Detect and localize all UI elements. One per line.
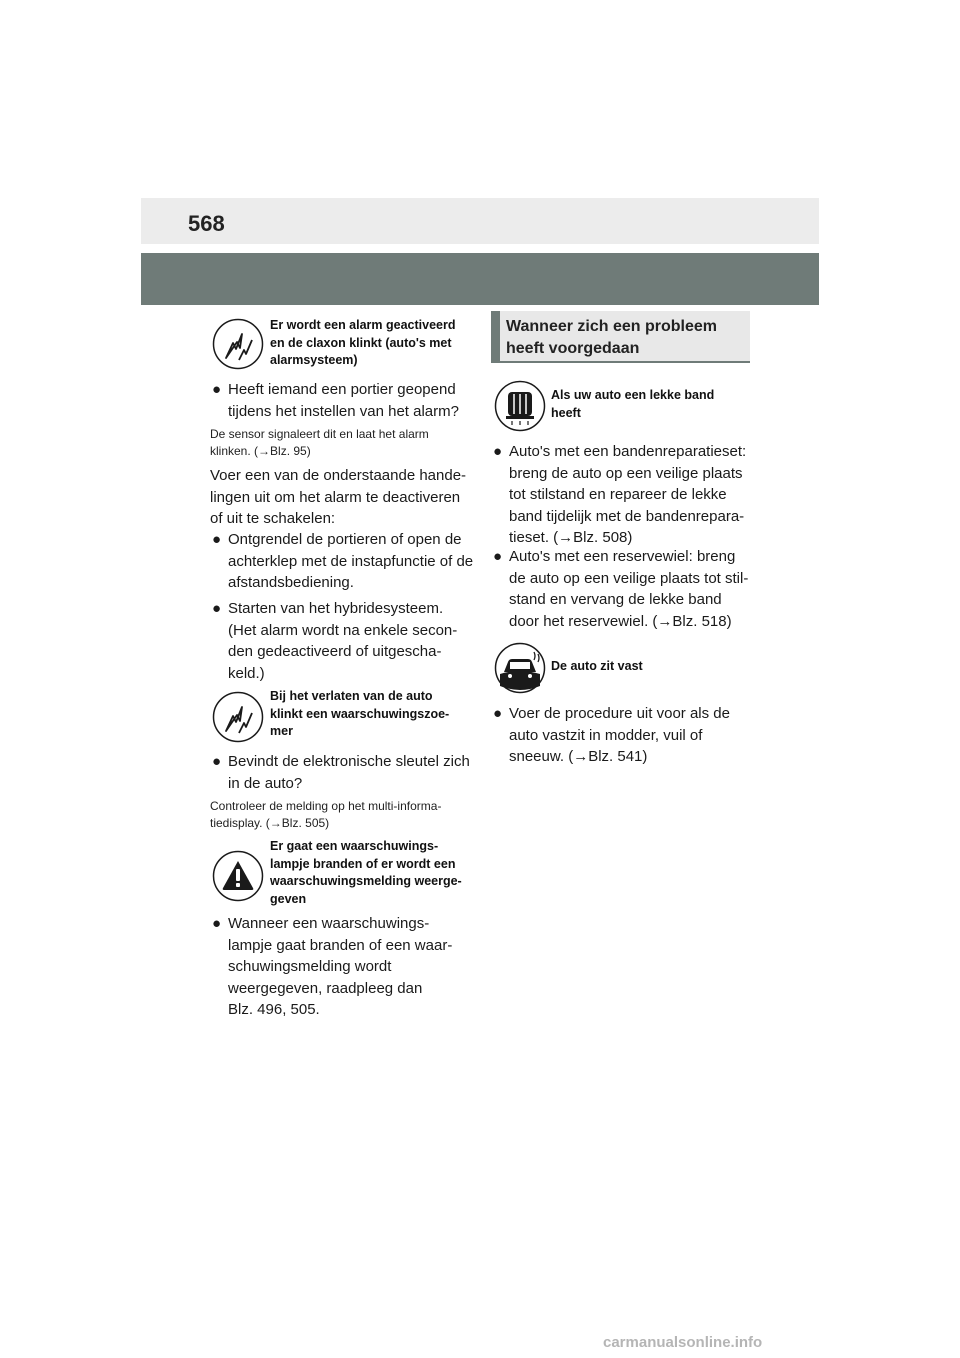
list-item: ● Heeft iemand een portier geopend tijdens het instellen van het alarm?	[212, 381, 459, 420]
list-item: ● Starten van het hybridesysteem. (Het alarm wordt na enkele secon- den gedeactiveerd of uitgescha- keld.)	[212, 600, 458, 682]
section-heading: Wanneer zich een probleem heeft voorgedaan	[491, 311, 750, 363]
key-warning-heading: Bij het verlaten van de auto klinkt een waarschuwingszoe- mer	[270, 689, 450, 738]
note-text: Controleer de melding op het multi-informa- tiedisplay. (→Blz. 505)	[210, 799, 442, 830]
chapter-bar	[141, 253, 819, 305]
list-item: ● Auto's met een reservewiel: breng de auto op een veilige plaats tot stil- stand en vervang de lekke band door het reservewiel. (→Blz. 518)	[493, 548, 749, 630]
list-item: ● Ontgrendel de portieren of open de achterklep met de instapfunctie of de afstandsbediening.	[212, 531, 474, 591]
warning-exclamation-icon	[212, 850, 264, 902]
list-item: ● Voer de procedure uit voor als de auto vastzit in modder, vuil of sneeuw. (→Blz. 541)	[493, 705, 730, 765]
body-paragraph: Voer een van de onderstaande hande- lingen uit om het alarm te deactiveren of uit te schakelen:	[210, 467, 467, 527]
flat-tire-icon	[494, 380, 546, 432]
watermark: carmanualsonline.info	[603, 1334, 763, 1351]
page-header	[141, 198, 819, 244]
page-number: 568	[188, 211, 225, 236]
warning-light-heading: Er gaat een waarschuwings- lampje branden of er wordt een waarschuwingsmelding weerge- geven	[270, 839, 462, 906]
list-item: ● Wanneer een waarschuwings- lampje gaat branden of een waar- schuwingsmelding wordt weergegeven, raadpleeg dan Blz. 496, 505.	[212, 915, 453, 1018]
list-item: ● Auto's met een bandenreparatieset: breng de auto op een veilige plaats tot stilstand en repareer de lekke band tijdelijk met de bandenrepara- tieset. (→Blz. 508)	[493, 443, 747, 546]
list-item: ● Bevindt de elektronische sleutel zich in de auto?	[212, 753, 470, 792]
car-stuck-icon	[494, 642, 546, 694]
alarm-heading: Er wordt een alarm geactiveerd en de claxon klinkt (auto's met alarmsysteem)	[270, 318, 456, 367]
car-stuck-heading: De auto zit vast	[551, 659, 643, 673]
alarm-lightning-icon	[212, 691, 264, 743]
flat-tire-heading: Als uw auto een lekke band heeft	[551, 388, 715, 420]
alarm-lightning-icon	[212, 318, 264, 370]
note-text: De sensor signaleert dit en laat het alarm klinken. (→Blz. 95)	[210, 427, 429, 458]
